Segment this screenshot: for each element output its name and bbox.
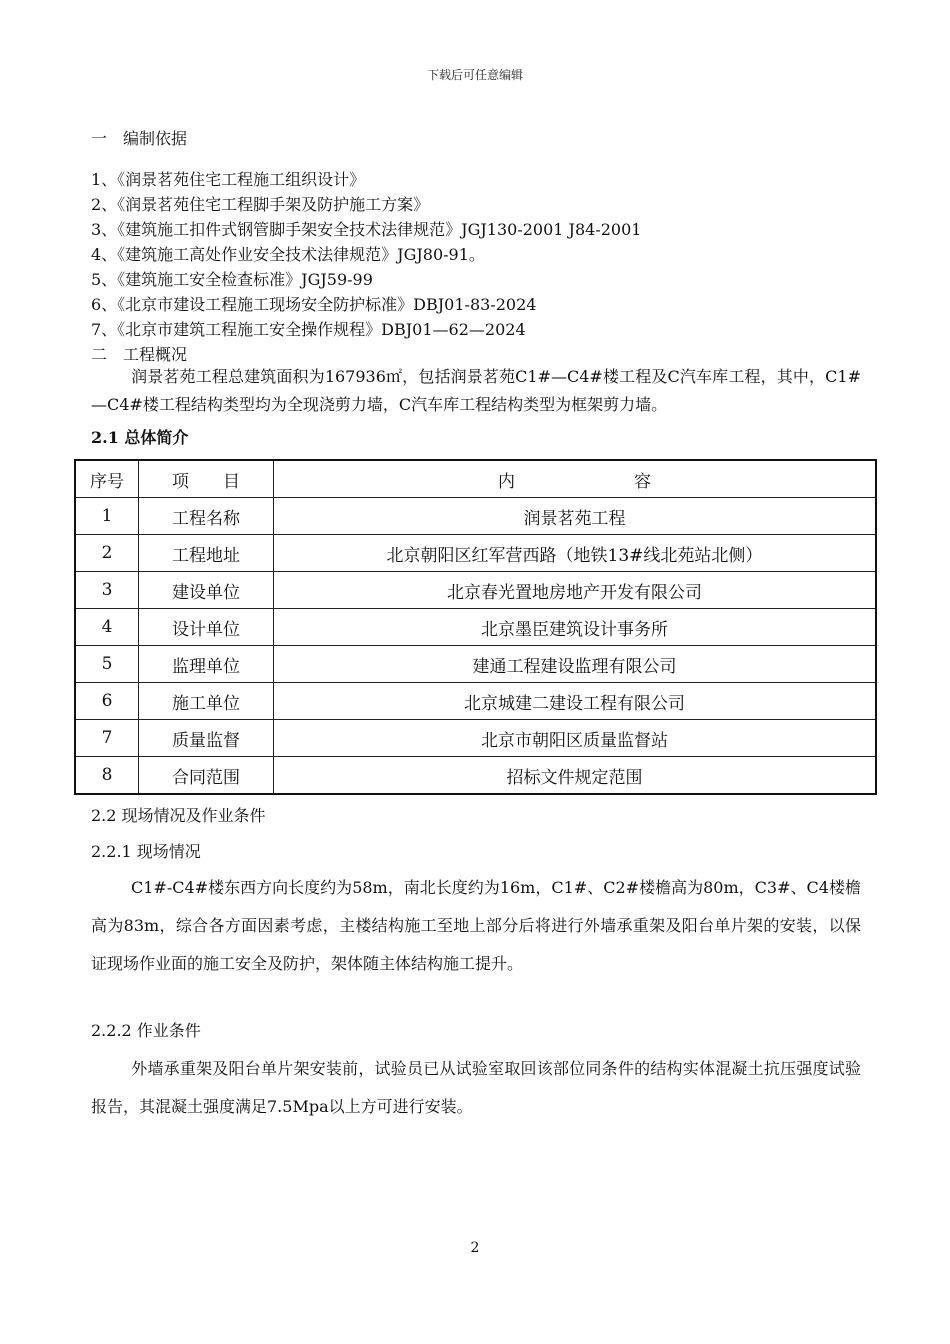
- basis-item-3: 3、《建筑施工扣件式钢管脚手架安全技术法律规范》JGJ130-2001 J84-2001: [91, 220, 642, 239]
- row-item: 工程地址: [139, 535, 274, 572]
- row-item: 质量监督: [139, 720, 274, 757]
- overview-text: 润景茗苑工程总建筑面积为167936㎡，包括润景茗苑C1#—C4#楼工程及C汽车库工程，其中，C1#—C4#楼工程结构类型均为全现浇剪力墙，C汽车库工程结构类型为框架剪力墙。: [91, 367, 861, 414]
- row-no: 8: [75, 757, 139, 795]
- row-item: 施工单位: [139, 683, 274, 720]
- basis-item-6: 6、《北京市建设工程施工现场安全防护标准》DBJ01-83-2024: [91, 295, 537, 314]
- row-content: 招标文件规定范围: [274, 757, 877, 795]
- page-number: 2: [470, 1240, 480, 1256]
- row-item: 合同范围: [139, 757, 274, 795]
- basis-item-2: 2、《润景茗苑住宅工程脚手架及防护施工方案》: [91, 195, 430, 214]
- table-row: [75, 646, 876, 683]
- table-row: [75, 535, 876, 572]
- basis-item-5: 5、《建筑施工安全检查标准》JGJ59-99: [91, 270, 373, 289]
- sub-title-2-2-1: 2.2.1 现场情况: [91, 842, 201, 861]
- row-no: 6: [75, 683, 139, 720]
- basis-item-1: 1、《润景茗苑住宅工程施工组织设计》: [91, 170, 366, 189]
- row-item: 建设单位: [139, 572, 274, 609]
- page-header: 下载后可任意编辑: [426, 68, 523, 82]
- row-no: 1: [75, 498, 139, 535]
- row-no: 4: [75, 609, 139, 646]
- overview-table: [74, 459, 877, 795]
- table-row: [75, 720, 876, 757]
- table-row: [75, 498, 876, 535]
- row-content: 北京墨臣建筑设计事务所: [274, 609, 877, 646]
- table-row: [75, 757, 876, 795]
- row-item: 工程名称: [139, 498, 274, 535]
- row-content: 建通工程建设监理有限公司: [274, 646, 877, 683]
- row-content: 润景茗苑工程: [274, 498, 877, 535]
- row-no: 3: [75, 572, 139, 609]
- header-cell-no: 序号: [75, 460, 139, 498]
- site-conditions-paragraph: [91, 869, 861, 983]
- row-content: 北京朝阳区红军营西路（地铁13#线北苑站北侧）: [274, 535, 877, 572]
- header-cell-item: 项 目: [139, 460, 274, 498]
- table-row: [75, 609, 876, 646]
- row-no: 7: [75, 720, 139, 757]
- row-no: 5: [75, 646, 139, 683]
- work-conditions-paragraph: [91, 1050, 861, 1126]
- sub-title-2-1: 2.1 总体简介: [91, 428, 189, 447]
- table-row: [75, 683, 876, 720]
- row-content: 北京市朝阳区质量监督站: [274, 720, 877, 757]
- row-content: 北京城建二建设工程有限公司: [274, 683, 877, 720]
- row-item: 监理单位: [139, 646, 274, 683]
- work-conditions-text: 外墙承重架及阳台单片架安装前，试验员已从试验室取回该部位同条件的结构实体混凝土抗压强度试验报告，其混凝土强度满足7.5Mpa以上方可进行安装。: [91, 1059, 861, 1116]
- row-no: 2: [75, 535, 139, 572]
- basis-item-4: 4、《建筑施工高处作业安全技术法律规范》JGJ80-91。: [91, 245, 485, 264]
- row-content: 北京春光置地房地产开发有限公司: [274, 572, 877, 609]
- section-title-basis: 一 编制依据: [91, 129, 188, 148]
- sub-title-2-2-2: 2.2.2 作业条件: [91, 1021, 201, 1040]
- overview-paragraph: [91, 363, 861, 419]
- header-cell-content: 内 容: [274, 460, 877, 498]
- basis-item-7: 7、《北京市建筑工程施工安全操作规程》DBJ01—62—2024: [91, 320, 526, 339]
- sub-title-2-2: 2.2 现场情况及作业条件: [91, 806, 266, 825]
- table-row: [75, 572, 876, 609]
- row-item: 设计单位: [139, 609, 274, 646]
- site-conditions-text: C1#-C4#楼东西方向长度约为58m，南北长度约为16m，C1#、C2#楼檐高为80m，C3#、C4楼檐高为83m，综合各方面因素考虑，主楼结构施工至地上部分后将进行外墙承重架及阳台单片架的安装，以保证现场作业面的施工安全及防护，架体随主体结构施工提升。: [91, 878, 861, 973]
- table-header-row: [75, 460, 876, 498]
- section-title-overview: 二 工程概况: [91, 345, 188, 364]
